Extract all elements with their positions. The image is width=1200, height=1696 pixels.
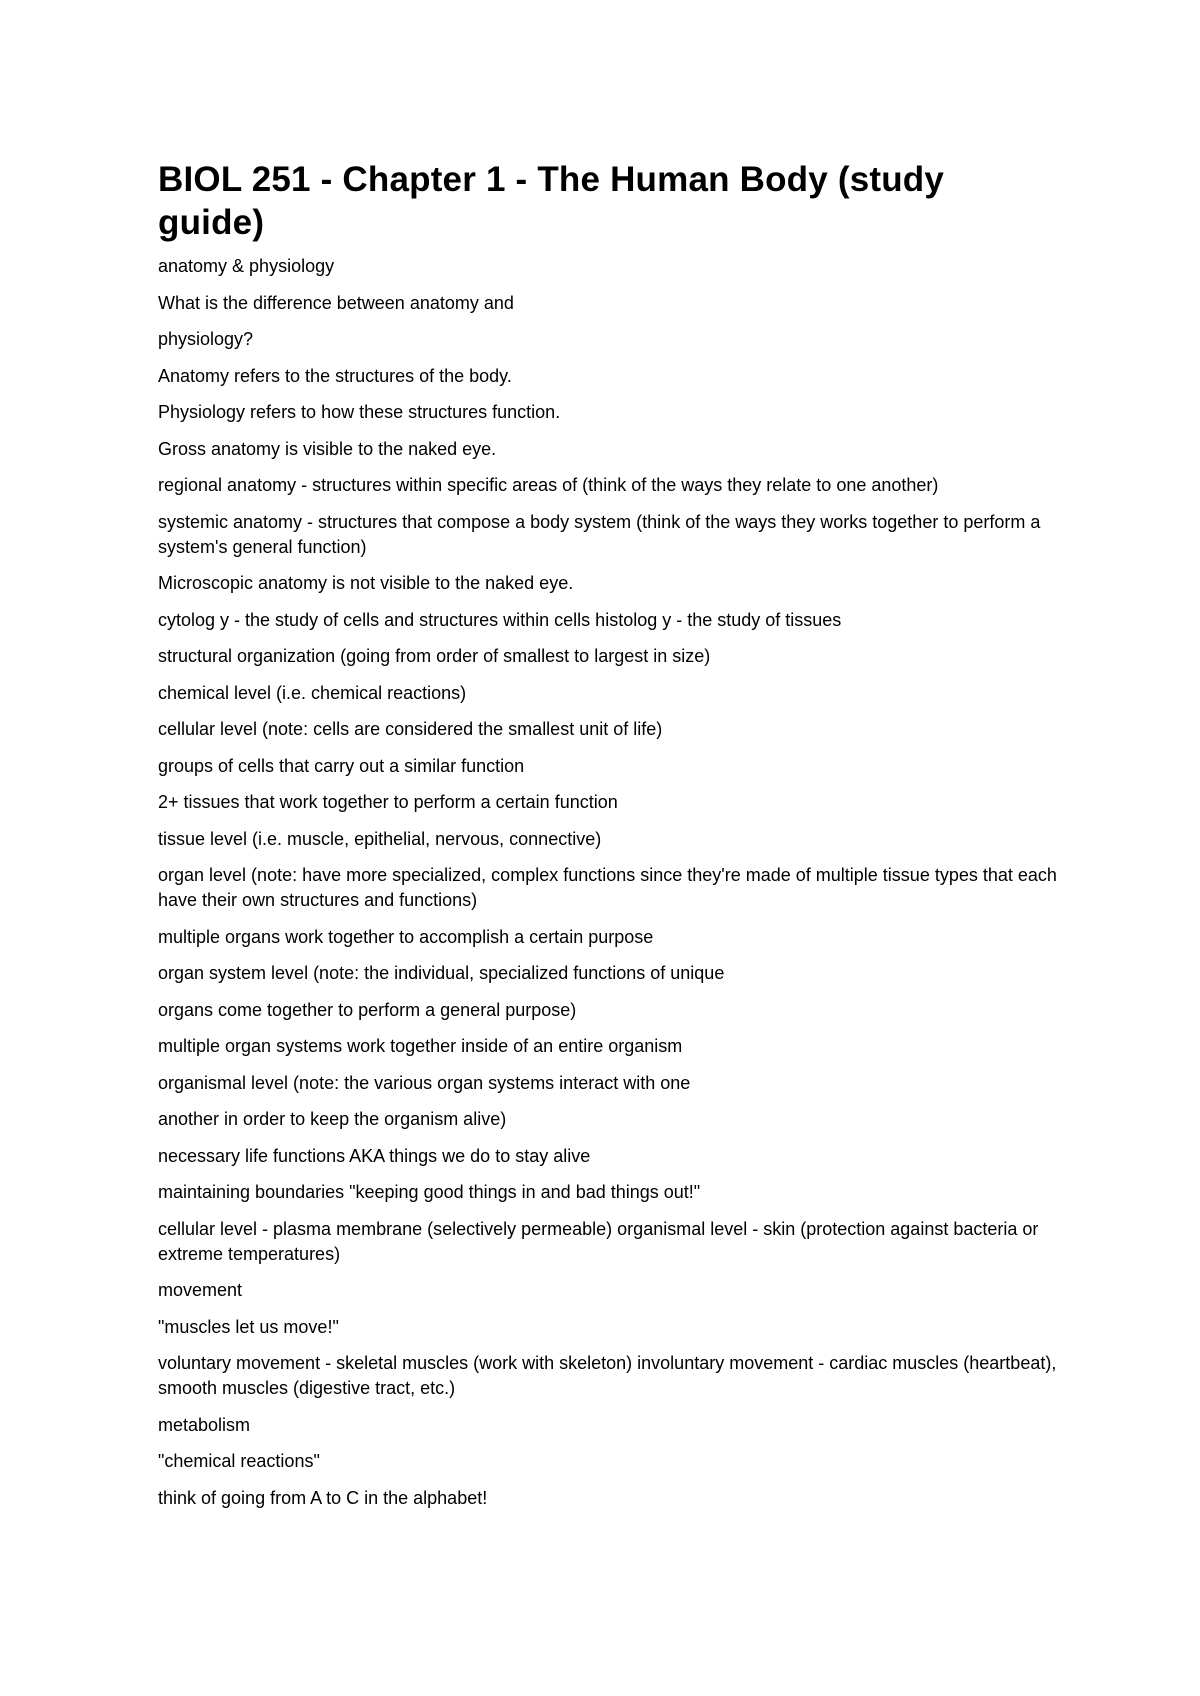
paragraph-14: groups of cells that carry out a similar function — [158, 755, 525, 776]
document-body — [158, 158, 1058, 1522]
paragraph-27: movement — [158, 1280, 243, 1300]
paragraph-19: organ system level (note: the individual, specialized functions of unique — [158, 963, 725, 983]
paragraph-1: anatomy & physiology — [158, 256, 335, 276]
paragraph-13: cellular level (note: cells are considered the smallest unit of life) — [158, 719, 663, 739]
paragraph-2: What is the difference between anatomy and — [158, 292, 514, 313]
paragraph-17: organ level (note: have more specialized, complex functions since they're made of multiple tissue types that each have their own structures and functions) — [158, 865, 1057, 910]
paragraph-7: regional anatomy - structures within specific areas of (think of the ways they relate to one another) — [158, 475, 939, 495]
paragraph-25: maintaining boundaries "keeping good things in and bad things out!" — [158, 1182, 701, 1202]
paragraph-23: another in order to keep the organism alive) — [158, 1109, 507, 1129]
paragraph-32: think of going from A to C in the alphabet! — [158, 1487, 488, 1508]
document-title: BIOL 251 - Chapter 1 - The Human Body (study guide) — [158, 160, 945, 242]
paragraph-3: physiology? — [158, 329, 254, 349]
paragraph-4: Anatomy refers to the structures of the body. — [158, 365, 512, 386]
paragraph-21: multiple organ systems work together inside of an entire organism — [158, 1036, 683, 1056]
paragraph-24: necessary life functions AKA things we do to stay alive — [158, 1145, 591, 1166]
paragraph-26: cellular level - plasma membrane (selectively permeable) organismal level - skin (protection against bacteria or extreme temperatures) — [158, 1218, 1039, 1264]
paragraph-15: 2+ tissues that work together to perform a certain function — [158, 792, 618, 812]
paragraph-29: voluntary movement - skeletal muscles (work with skeleton) involuntary movement - cardiac muscles (heartbeat), smooth muscles (digestive tract, etc.) — [158, 1353, 1057, 1398]
paragraph-11: structural organization (going from order of smallest to largest in size) — [158, 646, 711, 666]
paragraph-20: organs come together to perform a general purpose) — [158, 999, 577, 1020]
paragraph-28: "muscles let us move!" — [158, 1316, 339, 1337]
paragraph-12: chemical level (i.e. chemical reactions) — [158, 682, 467, 703]
paragraph-8: systemic anatomy - structures that compose a body system (think of the ways they works together to perform a system's general function) — [158, 511, 1041, 557]
paragraph-30: metabolism — [158, 1414, 251, 1435]
paragraph-18: multiple organs work together to accomplish a certain purpose — [158, 926, 654, 947]
paragraph-31: "chemical reactions" — [158, 1451, 320, 1471]
paragraph-22: organismal level (note: the various organ systems interact with one — [158, 1072, 691, 1093]
paragraph-9: Microscopic anatomy is not visible to the naked eye. — [158, 573, 574, 593]
paragraph-5: Physiology refers to how these structures function. — [158, 402, 561, 422]
paragraph-16: tissue level (i.e. muscle, epithelial, nervous, connective) — [158, 828, 602, 849]
paragraph-6: Gross anatomy is visible to the naked eye. — [158, 438, 497, 459]
paragraph-10: cytolog y - the study of cells and structures within cells histolog y - the study of tissues — [158, 609, 842, 630]
